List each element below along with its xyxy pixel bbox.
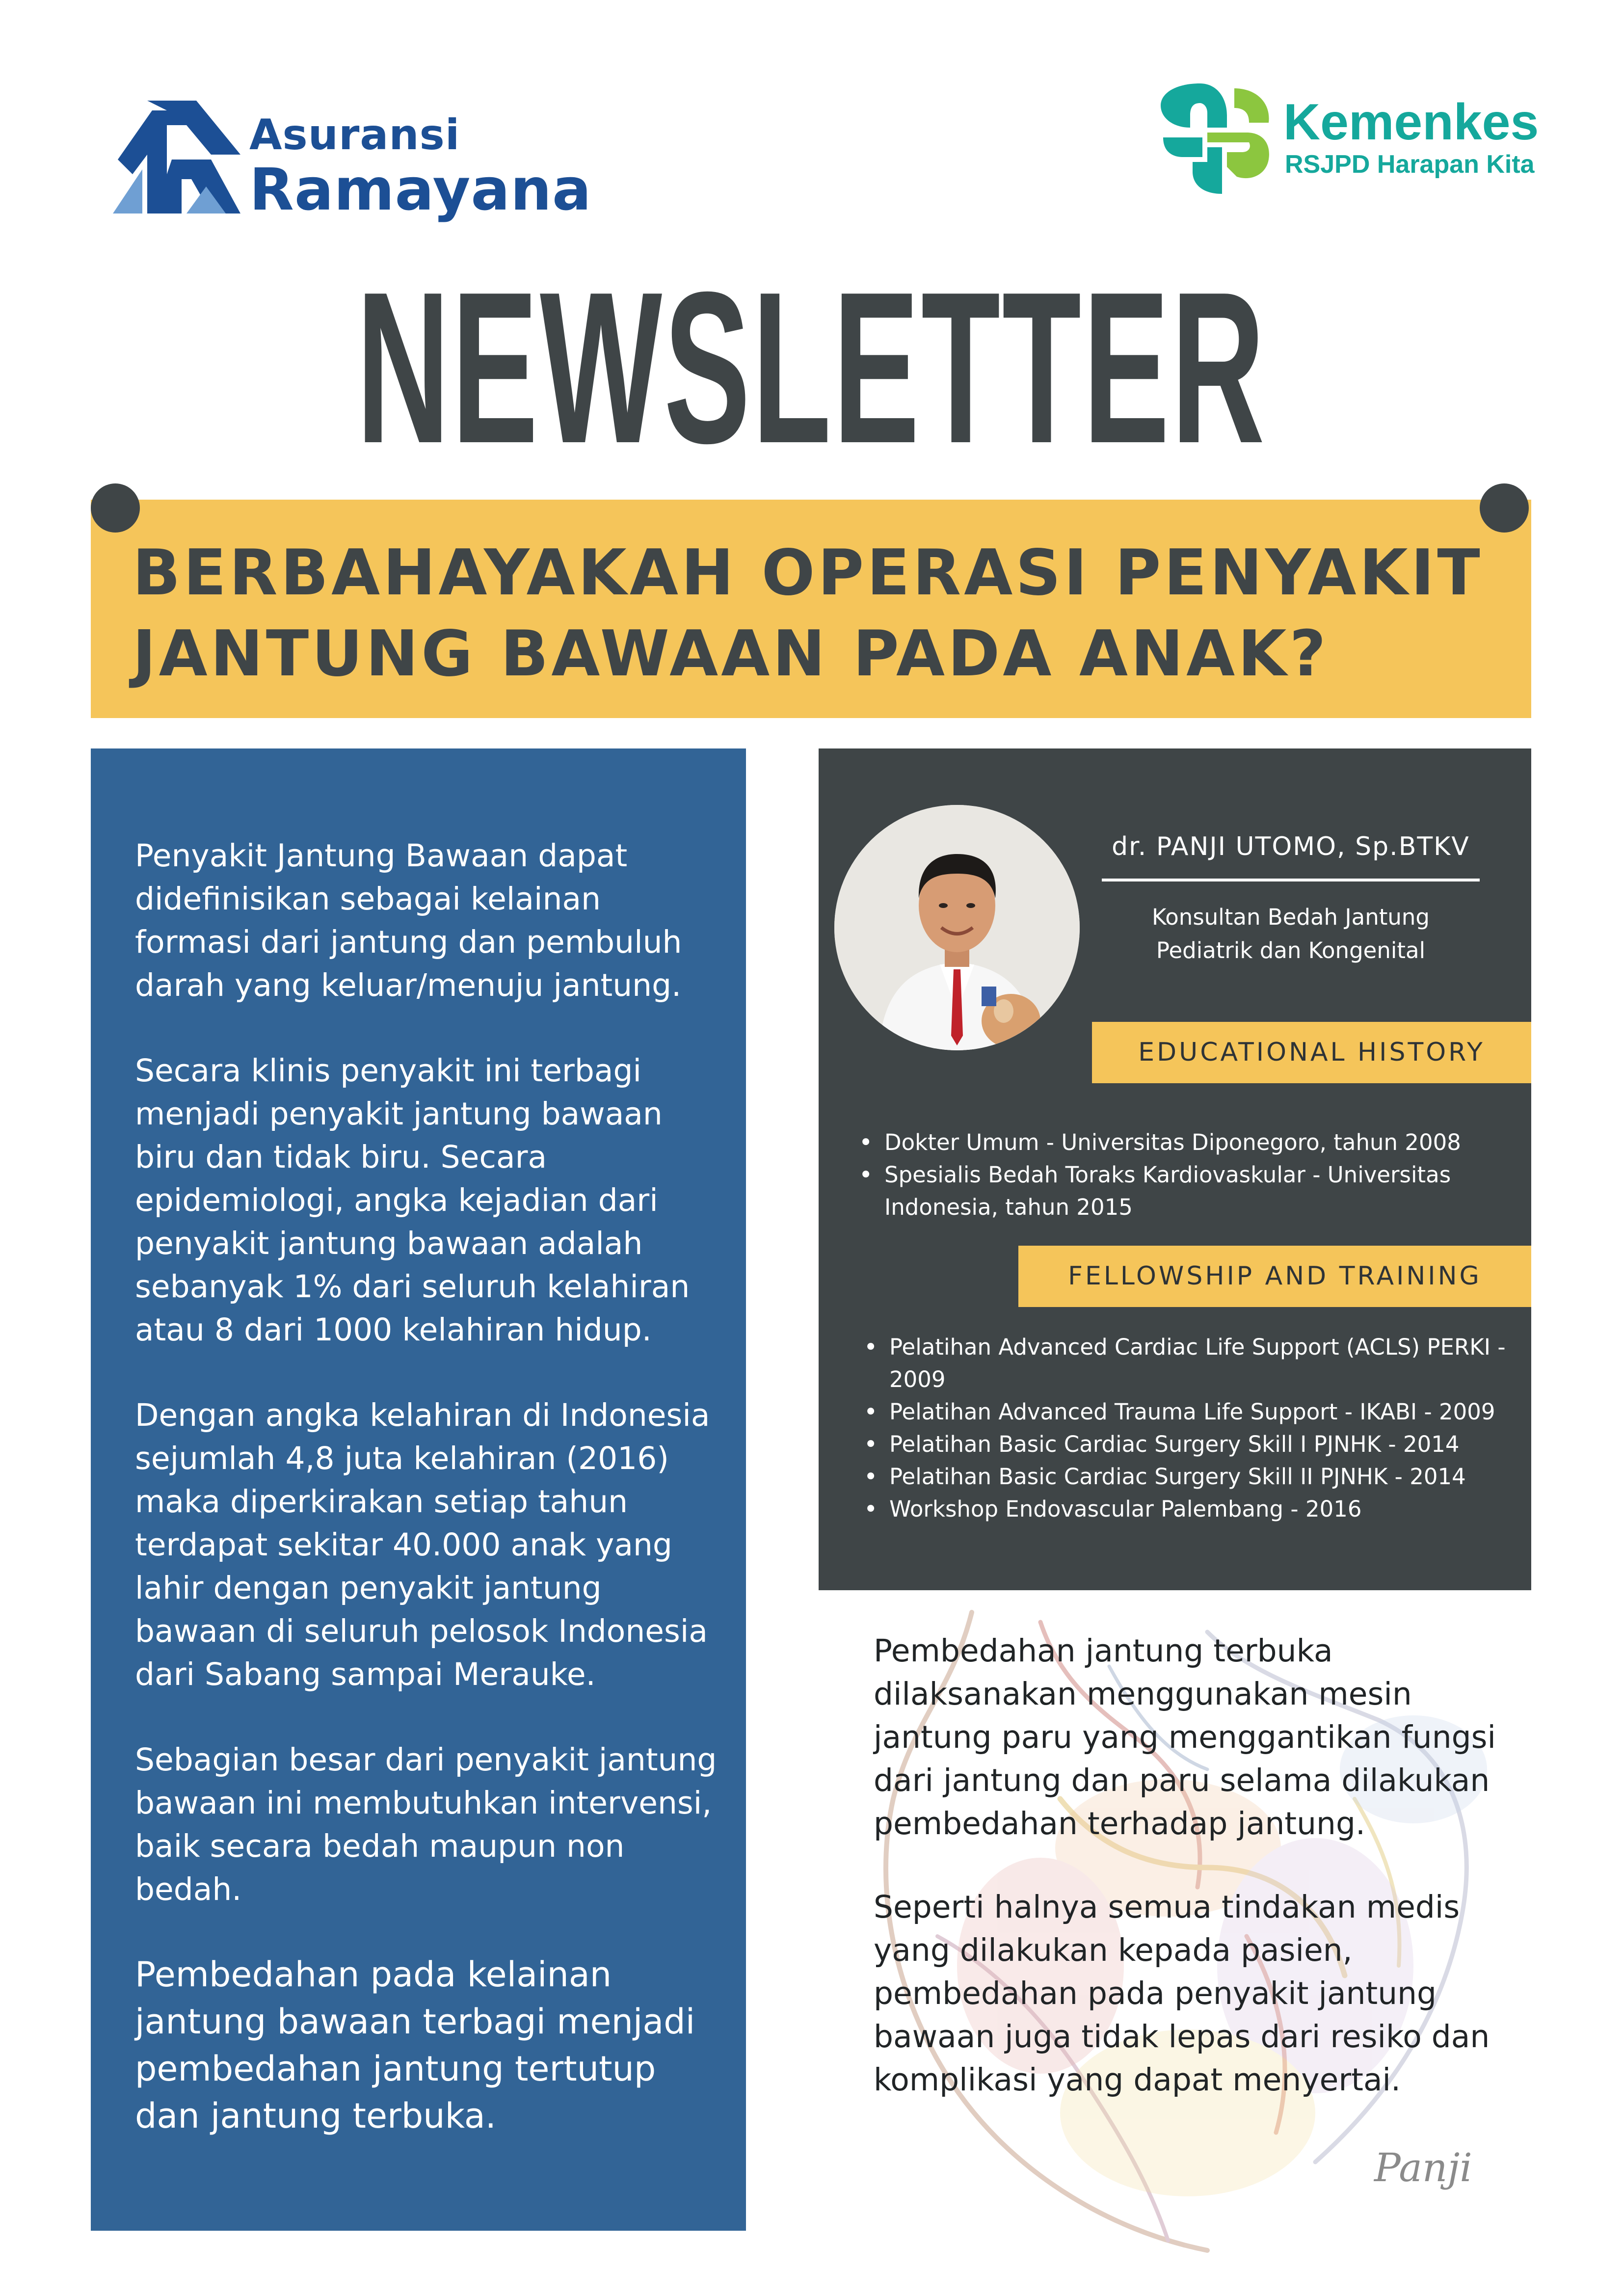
left-paragraph-5: Pembedahan pada kelainan jantung bawaan terbagi menjadi pembedahan jantung tertutup dan jantung terbuka. (135, 1954, 695, 2136)
doctor-role: Konsultan Bedah Jantung Pediatrik dan Kongenital (1152, 904, 1430, 963)
kemenkes-logo-line1: Kemenkes (1283, 94, 1539, 151)
fellowship-item: • Pelatihan Basic Cardiac Surgery Skill II PJNHK - 2014 (864, 1461, 1517, 1493)
fellowship-list (864, 1331, 1517, 1525)
fellowship-item: • Workshop Endovascular Palembang - 2016 (864, 1493, 1517, 1525)
fellowship-item: • Pelatihan Advanced Trauma Life Support - IKABI - 2009 (864, 1396, 1517, 1428)
fellowship-heading: FELLOWSHIP AND TRAINING (1018, 1246, 1531, 1307)
left-paragraph-3: Dengan angka kelahiran di Indonesia sejumlah 4,8 juta kelahiran (2016) maka diperkirakan setiap tahun terdapat sekitar 40.000 anak yang lahir dengan penyakit jantung bawaan di seluruh pelosok Indonesia dari Sabang sampai Merauke. (135, 1397, 710, 1692)
name-divider (1102, 879, 1480, 881)
newsletter-title: NEWSLETTER (356, 247, 1267, 488)
kemenkes-mark-icon (1153, 79, 1276, 201)
kemenkes-logo (1153, 79, 1546, 206)
doctor-name: dr. PANJI UTOMO, Sp.BTKV (1112, 832, 1470, 861)
doctor-portrait-icon (834, 805, 1080, 1050)
artist-signature: Panji (1374, 2145, 1472, 2190)
banner-pin-right-icon (1480, 483, 1529, 533)
headline-title: BERBAHAYAKAH OPERASI PENYAKIT JANTUNG BAWAAN PADA ANAK? (133, 536, 1483, 691)
education-item: • Spesialis Bedah Toraks Kardiovaskular - Universitas Indonesia, tahun 2015 (859, 1159, 1512, 1224)
banner-pin-left-icon (91, 483, 140, 533)
kemenkes-logo-line2: RSJPD Harapan Kita (1285, 150, 1535, 179)
ramayana-logo-line1: Asuransi (249, 110, 460, 160)
right-paragraph-2: Seperti halnya semua tindakan medis yang dilakukan kepada pasien, pembedahan pada penyakit jantung bawaan juga tidak lepas dari resiko dan komplikasi yang dapat menyertai. (874, 1889, 1490, 2098)
education-heading: EDUCATIONAL HISTORY (1092, 1022, 1531, 1083)
left-paragraph-4: Sebagian besar dari penyakit jantung bawaan ini membutuhkan intervensi, baik secara bedah maupun non bedah. (135, 1742, 717, 1907)
ramayana-logo-line2: Ramayana (249, 156, 592, 223)
education-list (859, 1126, 1512, 1224)
left-paragraph-2: Secara klinis penyakit ini terbagi menjadi penyakit jantung bawaan biru dan tidak biru. Secara epidemiologi, angka kejadian dari penyakit jantung bawaan adalah sebanyak 1% dari seluruh kelahiran atau 8 dari 1000 kelahiran hidup. (135, 1053, 690, 1348)
ramayana-mark-icon (113, 101, 245, 218)
education-item: • Dokter Umum - Universitas Diponegoro, tahun 2008 (859, 1126, 1512, 1159)
left-paragraph-1: Penyakit Jantung Bawaan dapat didefinisikan sebagai kelainan formasi dari jantung dan pembuluh darah yang keluar/menuju jantung. (135, 838, 682, 1003)
doctor-avatar (834, 805, 1080, 1050)
fellowship-item: • Pelatihan Basic Cardiac Surgery Skill I PJNHK - 2014 (864, 1428, 1517, 1461)
asuransi-ramayana-logo (113, 101, 592, 228)
fellowship-item: • Pelatihan Advanced Cardiac Life Support (ACLS) PERKI - 2009 (864, 1331, 1517, 1396)
right-paragraph-1: Pembedahan jantung terbuka dilaksanakan menggunakan mesin jantung paru yang menggantikan fungsi dari jantung dan paru selama dilakukan pembedahan terhadap jantung. (874, 1633, 1496, 1842)
